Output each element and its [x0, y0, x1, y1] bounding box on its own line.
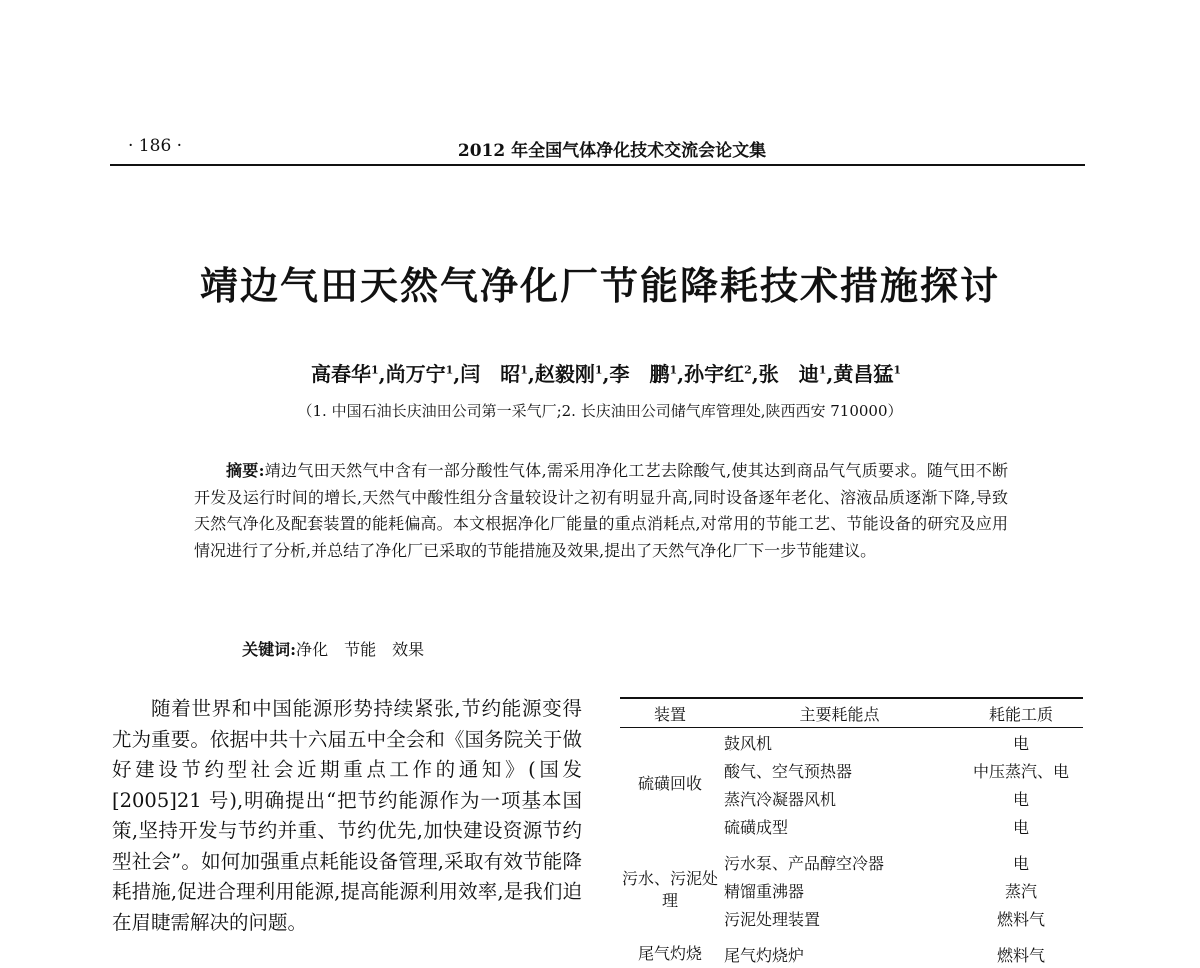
author-name: 高春华 — [310, 362, 371, 386]
author-affiliation-mark: 1 — [445, 363, 454, 377]
author-separator: , — [378, 362, 386, 386]
energy-consumption-table — [620, 697, 1083, 968]
author-name: 赵毅刚 — [534, 362, 595, 386]
author-name: 张 迪 — [758, 362, 819, 386]
table-cell-medium: 电 — [1012, 789, 1029, 809]
table-cell-device: 尾气灼烧 — [637, 944, 702, 963]
author-name: 闫 昭 — [460, 362, 521, 386]
table-row — [620, 848, 1083, 876]
header-rule — [110, 164, 1085, 166]
author-name: 孙宇红 — [684, 362, 745, 386]
table-cell-point: 硫磺成型 — [724, 817, 789, 837]
author-affiliation-mark: 1 — [818, 363, 827, 377]
table-cell-medium: 燃料气 — [996, 909, 1045, 929]
abstract-text: 靖边气田天然气中含有一部分酸性气体,需采用净化工艺去除酸气,使其达到商品气气质要求。随气田不断开发及运行时间的增长,天然气中酸性组分含量较设计之初有明显升高,同时设备逐年老化、溶液品质逐渐下降,导致天然气净化及配套装置的能耗偏高。本文根据净化厂能量的重点消耗点,对常用的节能工艺、节能设备的研究及应用情况进行了分析,并总结了净化厂已采取的节能措施及效果,提出了天然气净化厂下一步节能建议。 — [194, 461, 1008, 560]
table-cell-medium: 电 — [1012, 853, 1029, 873]
author-affiliation-mark: 2 — [744, 363, 752, 377]
author-separator: , — [677, 362, 685, 386]
table-header-device: 装置 — [620, 698, 720, 728]
table-cell-medium: 电 — [1012, 817, 1029, 837]
author-separator: , — [826, 362, 834, 386]
author-separator: , — [751, 362, 759, 386]
table-cell-medium: 电 — [1012, 733, 1029, 753]
keywords-label: 关键词: — [242, 640, 297, 659]
running-head: 2012 年全国气体净化技术交流会论文集 — [457, 141, 767, 161]
table-cell-point: 精馏重沸器 — [724, 881, 805, 901]
table-row — [620, 728, 1083, 757]
body-paragraph: 随着世界和中国能源形势持续紧张,节约能源变得尤为重要。依据中共十六届五中全会和《国务院关于做好建设节约型社会近期重点工作的通知》(国发[2005]21 号),明确提出“把节约能源作为一项基本国策,坚持开发与节约并重、节约优先,加快建设资源节约型社会”。如何加强重点耗能设备管理,采取有效节能降耗措施,促进合理利用能源,提高能源利用效率,是我们迫在眉睫需解决的问题。 — [112, 697, 582, 934]
author-name: 黄昌猛 — [833, 362, 894, 386]
author-affiliation-mark: 1 — [594, 363, 603, 377]
page-number: · 186 · — [128, 136, 183, 156]
author-affiliation-mark: 1 — [893, 363, 902, 377]
affiliation: （1. 中国石油长庆油田公司第一采气厂;2. 长庆油田公司储气库管理处,陕西西安 710000） — [297, 402, 903, 420]
table-group-gap — [620, 932, 1083, 940]
abstract — [194, 458, 1008, 564]
abstract-label: 摘要: — [226, 461, 265, 480]
table-cell-point: 污水泵、产品醇空冷器 — [724, 853, 885, 873]
table-header-point: 主要耗能点 — [720, 698, 959, 728]
table-cell-device: 污水、污泥处理 — [621, 869, 718, 910]
table-cell-point: 蒸汽冷凝器风机 — [724, 789, 837, 809]
author-separator: , — [602, 362, 610, 386]
table-row — [620, 940, 1083, 968]
author-affiliation-mark: 1 — [520, 363, 528, 377]
author-affiliation-mark: 1 — [370, 363, 379, 377]
table-cell-point: 酸气、空气预热器 — [724, 761, 853, 781]
author-name: 李 鹏 — [609, 362, 670, 386]
table-cell-medium: 燃料气 — [996, 945, 1045, 965]
table-cell-point: 鼓风机 — [724, 733, 773, 753]
author-separator: , — [527, 362, 535, 386]
table-cell-medium: 中压蒸汽、电 — [972, 761, 1069, 781]
author-list — [0, 358, 1200, 387]
table-cell-point: 尾气灼烧炉 — [724, 945, 805, 965]
keywords-text: 净化 节能 效果 — [296, 640, 425, 659]
author-affiliation-mark: 1 — [669, 363, 678, 377]
table-cell-device: 硫磺回收 — [637, 774, 702, 793]
body-column — [112, 694, 582, 938]
author-name: 尚万宁 — [385, 362, 446, 386]
table-header-medium: 耗能工质 — [959, 698, 1083, 728]
author-separator: , — [453, 362, 461, 386]
table-cell-point: 污泥处理装置 — [724, 909, 821, 929]
keywords — [232, 618, 424, 660]
table-cell-medium: 蒸汽 — [1004, 881, 1037, 901]
paper-title: 靖边气田天然气净化厂节能降耗技术措施探讨 — [199, 264, 1000, 308]
table-group-gap — [620, 840, 1083, 848]
